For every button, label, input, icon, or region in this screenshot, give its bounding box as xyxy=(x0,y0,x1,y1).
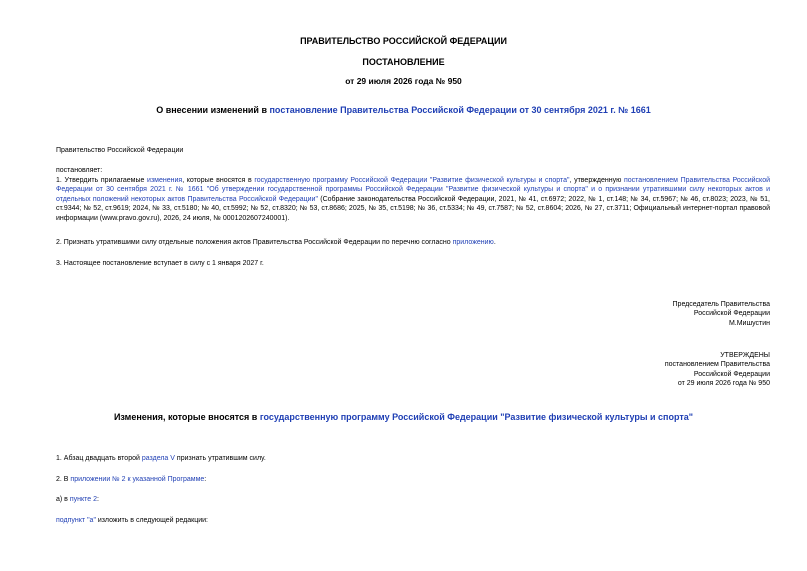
change-4-text-1: изложить в следующей редакции: xyxy=(95,517,208,524)
signature-block xyxy=(560,300,770,328)
approval-line-4: от 29 июля 2026 года № 950 xyxy=(677,380,770,388)
item-1-link-program[interactable]: государственную программу Российской Федерации "Развитие физической культуры и спорта" xyxy=(254,177,570,184)
signature-line-3: М.Мишустин xyxy=(728,319,770,327)
change-3 xyxy=(56,495,770,504)
approval-line-1: УТВЕРЖДЕНЫ xyxy=(720,352,770,359)
item-1-text-1: 1. Утвердить прилагаемые xyxy=(56,177,148,184)
government-heading: ПРАВИТЕЛЬСТВО РОССИЙСКОЙ ФЕДЕРАЦИИ xyxy=(300,36,507,46)
change-2-text-2: : xyxy=(204,476,207,483)
changes-title-prefix: Изменения, которые вносятся в xyxy=(113,412,260,422)
signature-line-2: Российской Федерации xyxy=(693,310,770,318)
change-1-text-1: 1. Абзац двадцать второй xyxy=(56,455,142,462)
change-1-text-2: признать утратившим силу. xyxy=(174,455,266,462)
approval-line-3: Российской Федерации xyxy=(693,370,770,378)
change-3-text-2: : xyxy=(97,496,99,503)
changes-title-link[interactable]: государственную программу Российской Федерации "Развитие физической культуры и спорта" xyxy=(259,412,694,422)
change-1-link-section[interactable]: раздела V xyxy=(141,455,175,462)
document-type: ПОСТАНОВЛЕНИЕ xyxy=(362,57,445,67)
change-3-text-1: а) в xyxy=(56,496,70,503)
change-4 xyxy=(56,516,770,525)
subject-prefix: О внесении изменений в xyxy=(156,105,270,115)
changes-title xyxy=(0,411,807,423)
change-2-link-appendix[interactable]: приложении № 2 к указанной Программе xyxy=(70,476,205,483)
change-3-link-point[interactable]: пункте 2 xyxy=(69,496,97,503)
item-3: 3. Настоящее постановление вступает в силу с 1 января 2027 г. xyxy=(56,260,264,267)
item-2-text-2: . xyxy=(493,239,496,246)
item-2-text-1: 2. Признать утратившими силу отдельные положения актов Правительства Российской Федерации по перечню согласно xyxy=(56,239,453,246)
item-1 xyxy=(56,176,770,223)
change-4-link-subpoint[interactable]: подпункт "а" xyxy=(56,517,96,524)
subject-link[interactable]: постановление Правительства Российской Федерации от 30 сентября 2021 г. № 1661 xyxy=(269,105,651,115)
item-2 xyxy=(56,238,770,247)
item-1-text-2: , которые вносятся в xyxy=(182,177,255,184)
item-1-text-4: (Собрание законодательства Российской Федерации, 2021, № 41, ст.6972; 2022, № 1, ст.148; № 34, ст.5967; № 46, ст.8023; 2023, № 51, ст.9344; № 52, ст.9619; 2024, № 33, ст.5180; № 40, ст.5992; № 52, ст.8320; № 53, ст.8686; 2025, № 35, ст.5198; № 36, ст.5334; № 49, ст.7587; № 52, ст.8604; 2026, № 27, ст.3711; Официальный интернет-портал правовой информации (www.pravo.gov.ru), 2026, 24 июля, № 0001202607240001). xyxy=(56,195,770,222)
change-2-text-1: 2. В xyxy=(56,476,71,483)
item-1-link-changes[interactable]: изменения xyxy=(147,177,183,184)
change-2 xyxy=(56,475,770,484)
item-2-link-appendix[interactable]: приложению xyxy=(452,239,494,246)
change-1 xyxy=(56,454,770,463)
intro-text: Правительство Российской Федерации xyxy=(56,147,184,154)
decides-text: постановляет: xyxy=(56,167,103,174)
approval-line-2: постановлением Правительства xyxy=(664,361,770,369)
item-1-link-decree[interactable]: постановлением Правительства Российской Федерации от 30 сентября 2021 г. № 1661 "Об утверждении государственной программы Российской Федерации "Развитие физической культуры и спорта" и о признании утратившими силу некоторых актов и отдельных положений некоторых актов Правительства Российской Федерации" xyxy=(56,177,770,203)
document-date-number: от 29 июля 2026 года № 950 xyxy=(345,76,462,86)
approval-block xyxy=(560,351,770,389)
document-subject xyxy=(0,104,807,116)
signature-line-1: Председатель Правительства xyxy=(672,301,770,308)
item-1-text-3: , утвержденную xyxy=(569,177,624,184)
